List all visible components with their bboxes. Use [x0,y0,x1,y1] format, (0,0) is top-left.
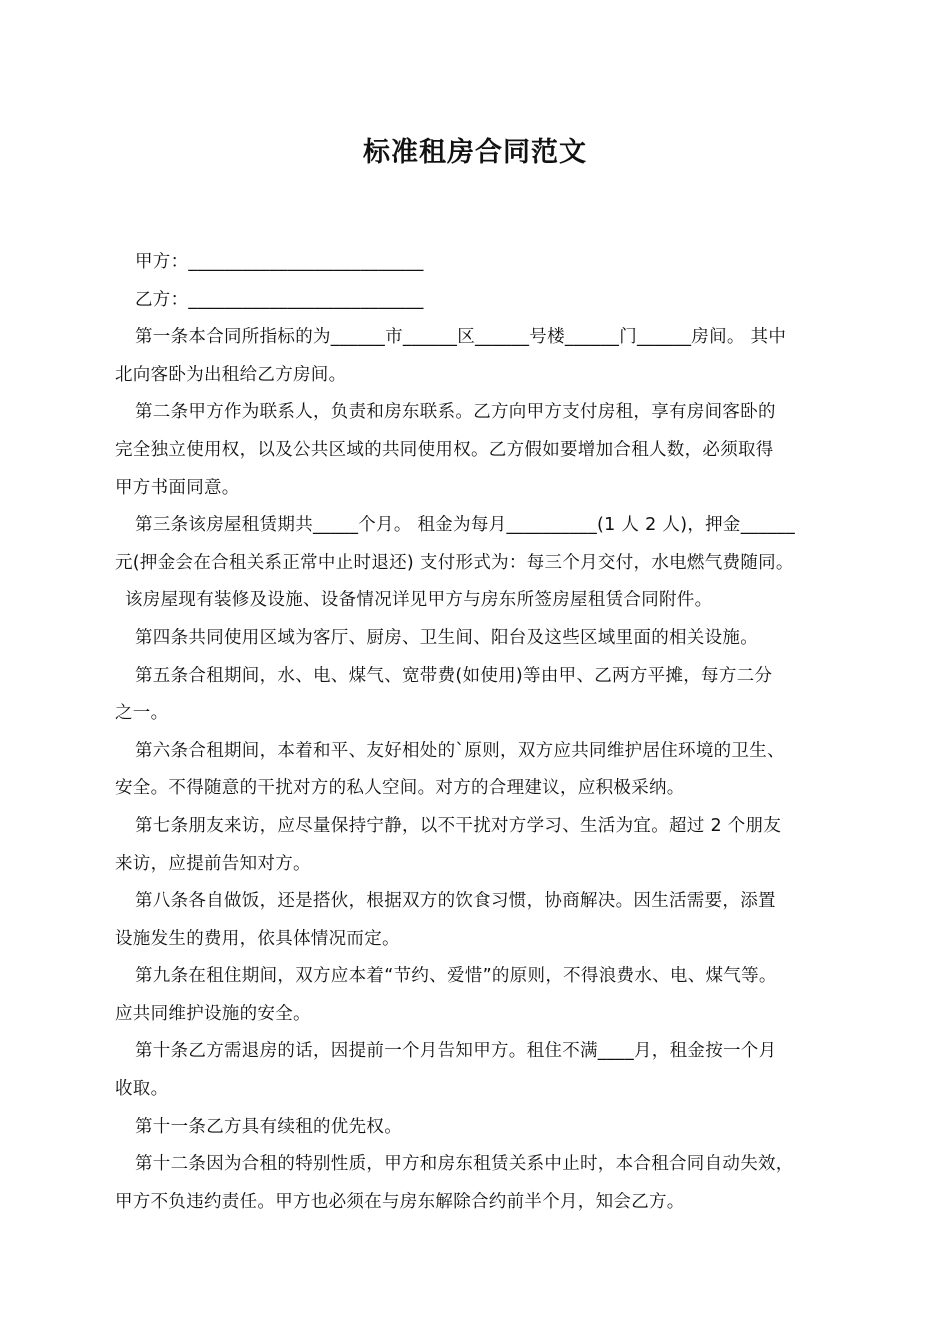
article-2-line: 完全独立使用权，以及公共区域的共同使用权。乙方假如要增加合租人数，必须取得 [115,439,774,460]
article-8-line: 第八条各自做饭，还是搭伙，根据双方的饮食习惯，协商解决。因生活需要，添置 [135,891,776,912]
article-6-line: 第六条合租期间，本着和平、友好相处的`原则，双方应共同维护居住环境的卫生、 [135,740,785,761]
party-a-line: 甲方：__________________________ [135,252,424,272]
article-2-line: 甲方书面同意。 [115,477,240,498]
article-3-line: 该房屋现有装修及设施、设备情况详见甲方与房东所签房屋租赁合同附件。 [125,590,713,611]
article-5-line: 第五条合租期间，水、电、煤气、宽带费(如使用)等由甲、乙两方平摊，每方二分 [135,665,773,686]
article-12-line: 第十二条因为合租的特别性质，甲方和房东租赁关系中止时，本合租合同自动失效， [135,1154,794,1175]
article-7-line: 来访，应提前告知对方。 [115,853,311,874]
article-10-line: 收取。 [115,1079,169,1100]
document-title: 标准租房合同范文 [363,137,587,168]
article-9-line: 第九条在租住期间，双方应本着“节约、爱惜”的原则，不得浪费水、电、煤气等。 [135,966,777,987]
article-3-line: 第三条该房屋租赁期共_____个月。 租金为每月__________(1 人 2 人)，押金______ [135,515,796,536]
article-8-line: 设施发生的费用，依具体情况而定。 [115,928,400,949]
article-6-line: 安全。不得随意的干扰对方的私人空间。对方的合理建议，应积极采纳。 [115,778,685,799]
article-1-line: 第一条本合同所指标的为______市______区______号楼______门______房间。 其中 [135,327,787,348]
article-9-line: 应共同维护设施的安全。 [115,1003,311,1024]
article-3-line: 元(押金会在合租关系正常中止时退还) 支付形式为：每三个月交付，水电燃气费随同。 [115,552,794,573]
article-7-line: 第七条朋友来访，应尽量保持宁静，以不干扰对方学习、生活为宜。超过 2 个朋友 [135,815,782,836]
article-2-line: 第二条甲方作为联系人，负责和房东联系。乙方向甲方支付房租，享有房间客卧的 [135,402,776,423]
article-12-line: 甲方不负违约责任。甲方也必须在与房东解除合约前半个月，知会乙方。 [115,1191,685,1212]
contract-body [115,244,845,1221]
article-1-line: 北向客卧为出租给乙方房间。 [115,364,347,385]
article-10-line: 第十条乙方需退房的话，因提前一个月告知甲方。租住不满____月，租金按一个月 [135,1041,777,1062]
article-11-line: 第十一条乙方具有续租的优先权。 [135,1116,402,1137]
party-b-line: 乙方：__________________________ [135,289,424,310]
article-4-line: 第四条共同使用区域为客厅、厨房、卫生间、阳台及这些区域里面的相关设施。 [135,627,758,648]
article-5-line: 之一。 [115,703,169,724]
